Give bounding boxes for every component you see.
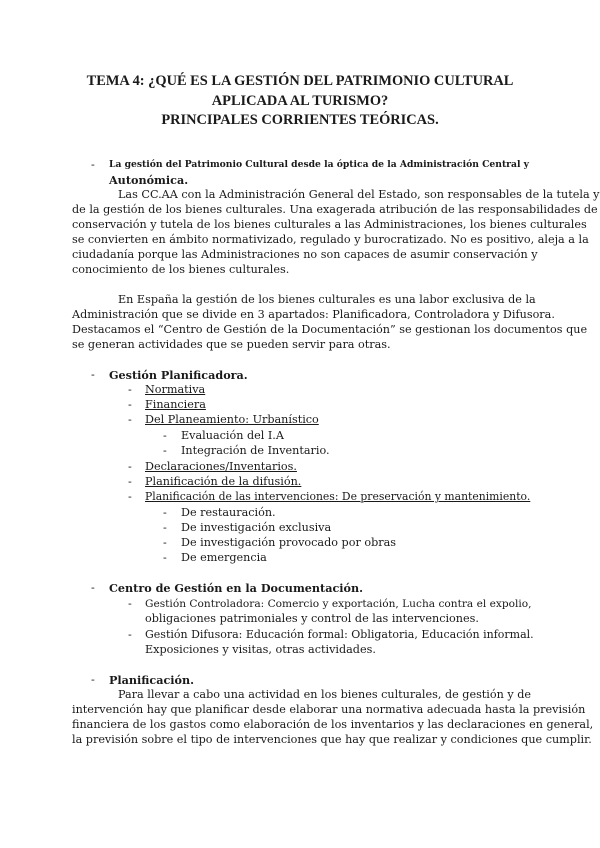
- paragraph-line: conservación y tutela de los bienes culturales a las Administraciones, los bienes culturales: [72, 218, 587, 231]
- title-line-2: APLICADA AL TURISMO?: [211, 92, 389, 109]
- paragraph-line: se generan actividades que se pueden servir para otras.: [72, 338, 391, 351]
- section3-heading: Centro de Gestión en la Documentación.: [109, 581, 363, 595]
- paragraph-line: conocimiento de los bienes culturales.: [72, 263, 290, 276]
- list-item-continuation: obligaciones patrimoniales y control de las intervenciones.: [145, 612, 479, 625]
- list-dash: -: [128, 475, 132, 488]
- list-item: Del Planeamiento: Urbanístico: [145, 413, 319, 426]
- section1-heading-line-1: La gestión del Patrimonio Cultural desde la óptica de la Administración Central y: [109, 159, 530, 170]
- paragraph-line: Administración que se divide en 3 apartados: Planificadora, Controladora y Difusora.: [72, 308, 555, 321]
- sub-list-item: De investigación provocado por obras: [181, 536, 397, 549]
- list-item: Planificación de la difusión.: [145, 475, 302, 488]
- section4-heading: Planificación.: [109, 673, 195, 687]
- list-dash: -: [128, 413, 132, 426]
- paragraph-line: Para llevar a cabo una actividad en los bienes culturales, de gestión y de: [118, 688, 532, 701]
- paragraph-line: Las CC.AA con la Administración General del Estado, son responsables de la tutela y: [118, 188, 600, 201]
- list-item: Gestión Controladora: Comercio y exportación, Lucha contra el expolio,: [145, 598, 532, 610]
- list-dash: -: [128, 628, 132, 641]
- paragraph-line: ciudadanía porque las Administraciones no son capaces de asumir conservación y: [72, 248, 538, 261]
- list-dash: -: [128, 398, 132, 411]
- list-dash: -: [128, 460, 132, 473]
- sub-list-dash: -: [163, 506, 167, 519]
- section2-heading: Gestión Planificadora.: [109, 368, 248, 382]
- paragraph-line: la previsión sobre el tipo de intervenciones que hay que realizar y condiciones que cumplir.: [72, 733, 592, 746]
- title-line-3: PRINCIPALES CORRIENTES TEÓRICAS.: [161, 112, 439, 128]
- sub-list-dash: -: [163, 429, 167, 442]
- list-item: Financiera: [145, 398, 206, 411]
- sub-list-dash: -: [163, 444, 167, 457]
- sub-list-item: Evaluación del I.A: [181, 429, 284, 442]
- paragraph-line: financiera de los gastos como elaboración de los inventarios y las declaraciones en general,: [72, 718, 594, 731]
- paragraph-line: se convierten en ámbito normativizado, regulado y burocratizado. No es positivo, aleja a la: [72, 233, 589, 246]
- bullet-dash: -: [91, 368, 95, 381]
- sub-list-dash: -: [163, 536, 167, 549]
- bullet-dash: -: [91, 673, 95, 686]
- list-dash: -: [128, 383, 132, 396]
- list-item-continuation: Exposiciones y visitas, otras actividades.: [145, 643, 376, 656]
- paragraph-line: de la gestión de los bienes culturales. Una exagerada atribución de las responsabilidades de: [72, 203, 598, 216]
- list-item: Declaraciones/Inventarios.: [145, 460, 297, 473]
- list-item: Normativa: [145, 383, 206, 396]
- sub-list-item: De emergencia: [181, 551, 267, 564]
- sub-list-dash: -: [163, 551, 167, 564]
- paragraph-line: En España la gestión de los bienes culturales es una labor exclusiva de la: [118, 293, 536, 306]
- title-line-1: TEMA 4: ¿QUÉ ES LA GESTIÓN DEL PATRIMONIO CULTURAL: [86, 73, 514, 89]
- bullet-dash: -: [91, 158, 95, 171]
- sub-list-item: Integración de Inventario.: [181, 444, 330, 457]
- section1-heading-line-2: Autonómica.: [109, 173, 189, 187]
- list-dash: -: [128, 490, 132, 503]
- paragraph-line: intervención hay que planificar desde elaborar una normativa adecuada hasta la previsión: [72, 703, 586, 716]
- list-item: Planificación de las intervenciones: De preservación y mantenimiento.: [145, 490, 531, 503]
- sub-list-item: De investigación exclusiva: [181, 521, 332, 534]
- paragraph-line: Destacamos el “Centro de Gestión de la Documentación” se gestionan los documentos que: [72, 323, 588, 336]
- sub-list-dash: -: [163, 521, 167, 534]
- sub-list-item: De restauración.: [181, 506, 276, 519]
- list-dash: -: [128, 597, 132, 610]
- list-item: Gestión Difusora: Educación formal: Obligatoria, Educación informal.: [145, 628, 534, 641]
- document-title: [60, 72, 540, 131]
- bullet-dash: -: [91, 581, 95, 594]
